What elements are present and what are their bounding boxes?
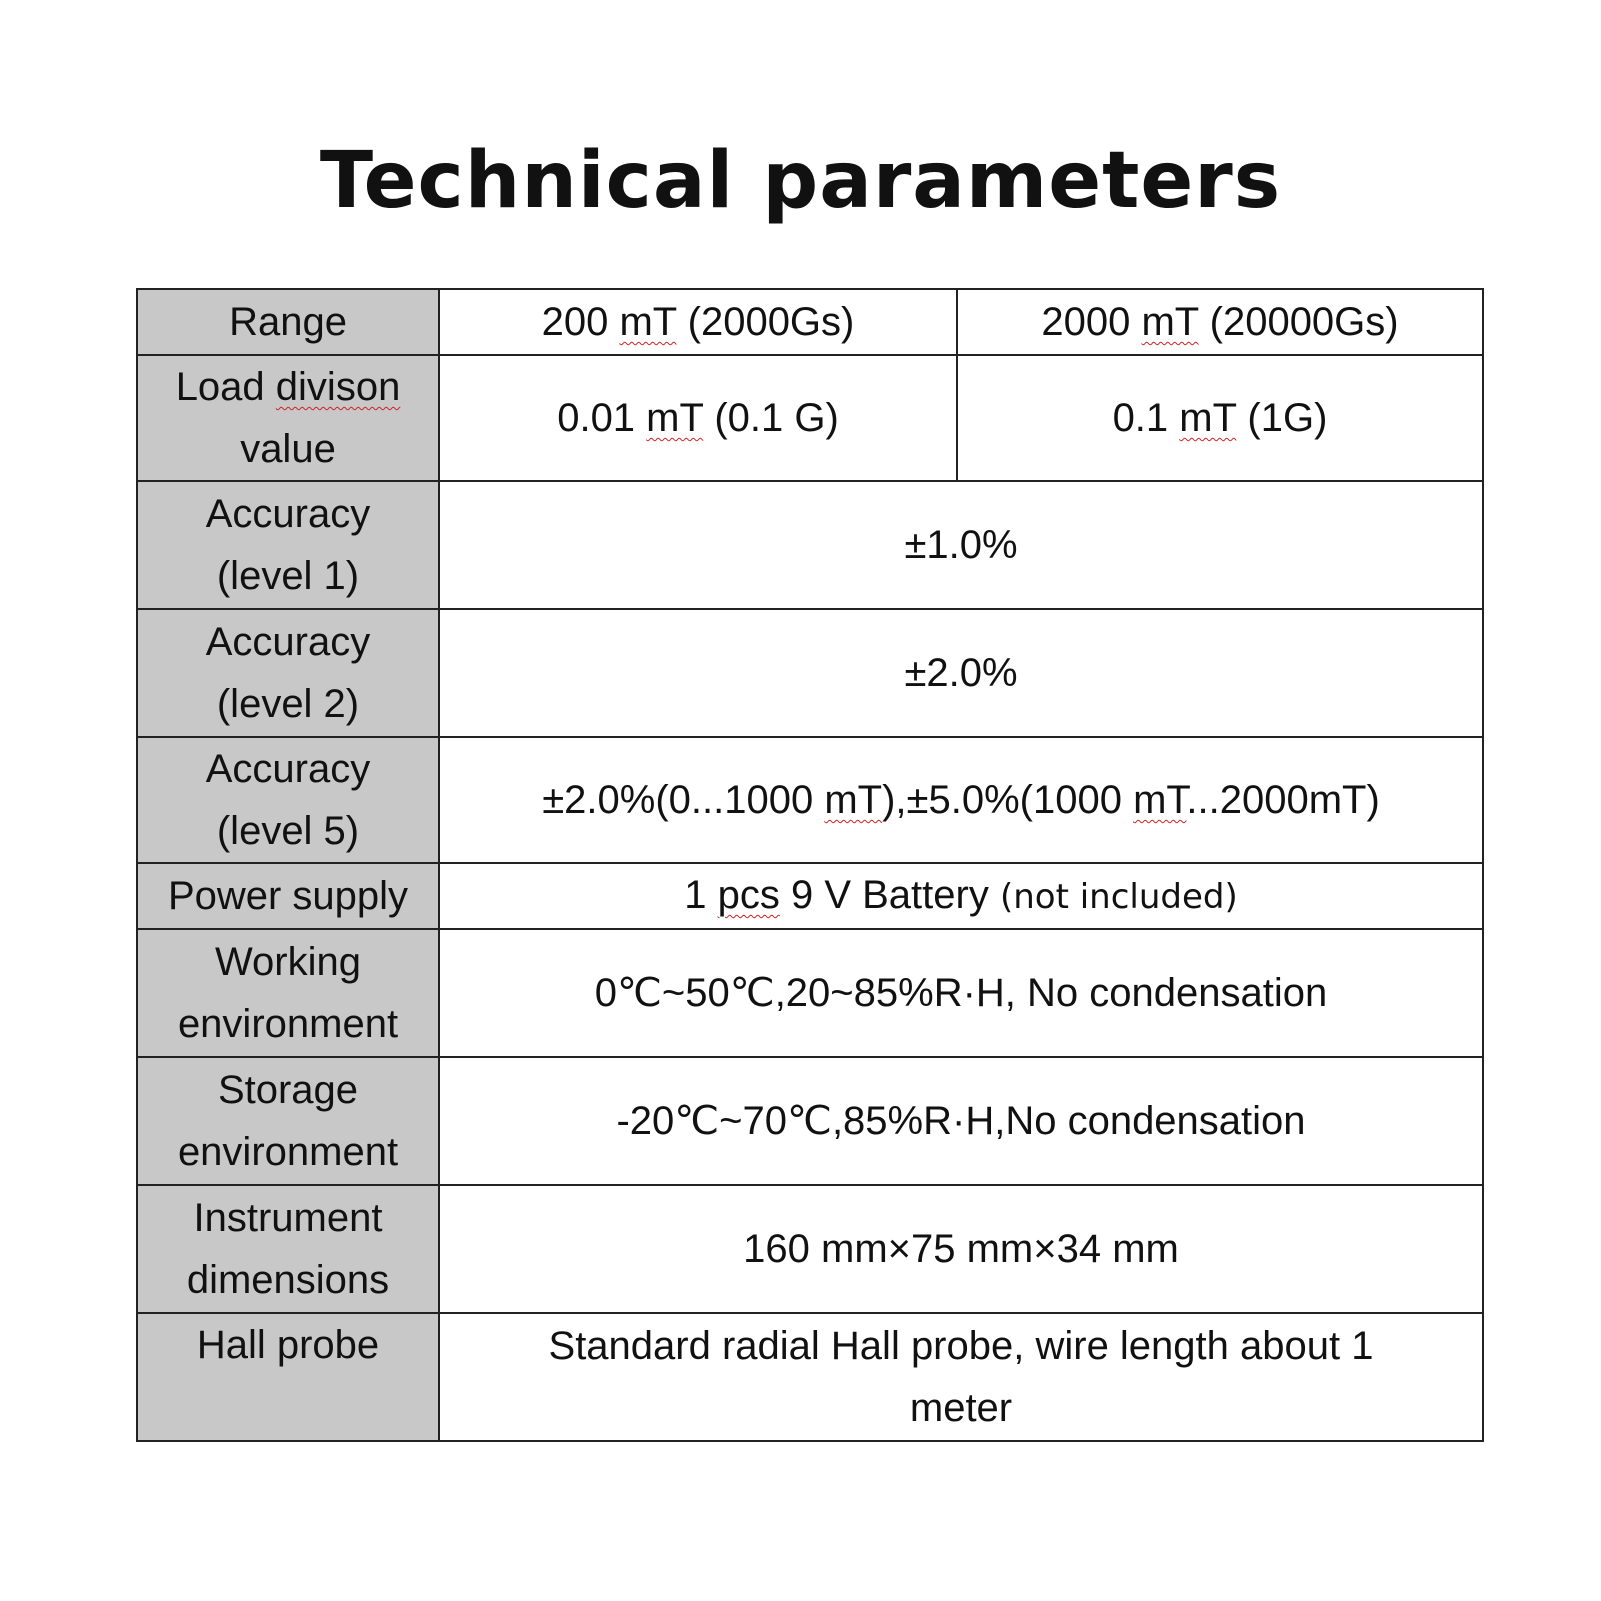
table-row-load-division — [137, 355, 1483, 481]
spellcheck-mark: mT — [1141, 300, 1199, 344]
hall-probe-value: Standard radial Hall probe, wire length about 1 meter — [439, 1313, 1483, 1441]
instrument-dimensions-value: 160 mm×75 mm×34 mm — [439, 1185, 1483, 1313]
load-division-value-b: 0.1 mT (1G) — [957, 355, 1483, 481]
spellcheck-mark: mT — [824, 778, 883, 822]
not-included-note: (not included) — [999, 877, 1238, 917]
row-label-accuracy-level-2: Accuracy (level 2) — [137, 609, 439, 737]
table-row-hall-probe — [137, 1313, 1483, 1441]
table-row-power-supply — [137, 863, 1483, 929]
accuracy-level-1-value: ±1.0% — [439, 481, 1483, 609]
table-row-range — [137, 289, 1483, 355]
row-label-instrument-dimensions: Instrument dimensions — [137, 1185, 439, 1313]
table-row-storage-environment — [137, 1057, 1483, 1185]
row-label-storage-environment: Storage environment — [137, 1057, 439, 1185]
row-label-working-environment: Working environment — [137, 929, 439, 1057]
spellcheck-mark: mT — [1133, 778, 1187, 822]
row-label-hall-probe: Hall probe — [137, 1313, 439, 1441]
spellcheck-mark: mT — [1179, 396, 1237, 440]
table-row-accuracy-level-5 — [137, 737, 1483, 863]
row-label-accuracy-level-5: Accuracy (level 5) — [137, 737, 439, 863]
spellcheck-mark: mT — [619, 300, 677, 344]
row-label-accuracy-level-1: Accuracy (level 1) — [137, 481, 439, 609]
spellcheck-mark: mT — [646, 396, 704, 440]
table-row-accuracy-level-1 — [137, 481, 1483, 609]
table-row-accuracy-level-2 — [137, 609, 1483, 737]
row-label-load-division: Load divison value — [137, 355, 439, 481]
storage-environment-value: -20℃~70℃,85%R·H,No condensation — [439, 1057, 1483, 1185]
table-row-working-environment — [137, 929, 1483, 1057]
power-supply-value: 1 pcs 9 V Battery (not included) — [439, 863, 1483, 929]
spellcheck-mark: pcs — [717, 873, 780, 917]
technical-parameters-table — [136, 288, 1484, 1442]
range-value-2000mt: 2000 mT (20000Gs) — [957, 289, 1483, 355]
load-division-value-a: 0.01 mT (0.1 G) — [439, 355, 957, 481]
working-environment-value: 0℃~50℃,20~85%R·H, No condensation — [439, 929, 1483, 1057]
table-row-instrument-dimensions — [137, 1185, 1483, 1313]
row-label-power-supply: Power supply — [137, 863, 439, 929]
accuracy-level-5-value: ±2.0%(0...1000 mT),±5.0%(1000 mT...2000mT) — [439, 737, 1483, 863]
page-title: Technical parameters — [319, 136, 1282, 226]
spellcheck-mark: divison — [275, 365, 401, 409]
range-value-200mt: 200 mT (2000Gs) — [439, 289, 957, 355]
row-label-range: Range — [137, 289, 439, 355]
accuracy-level-2-value: ±2.0% — [439, 609, 1483, 737]
